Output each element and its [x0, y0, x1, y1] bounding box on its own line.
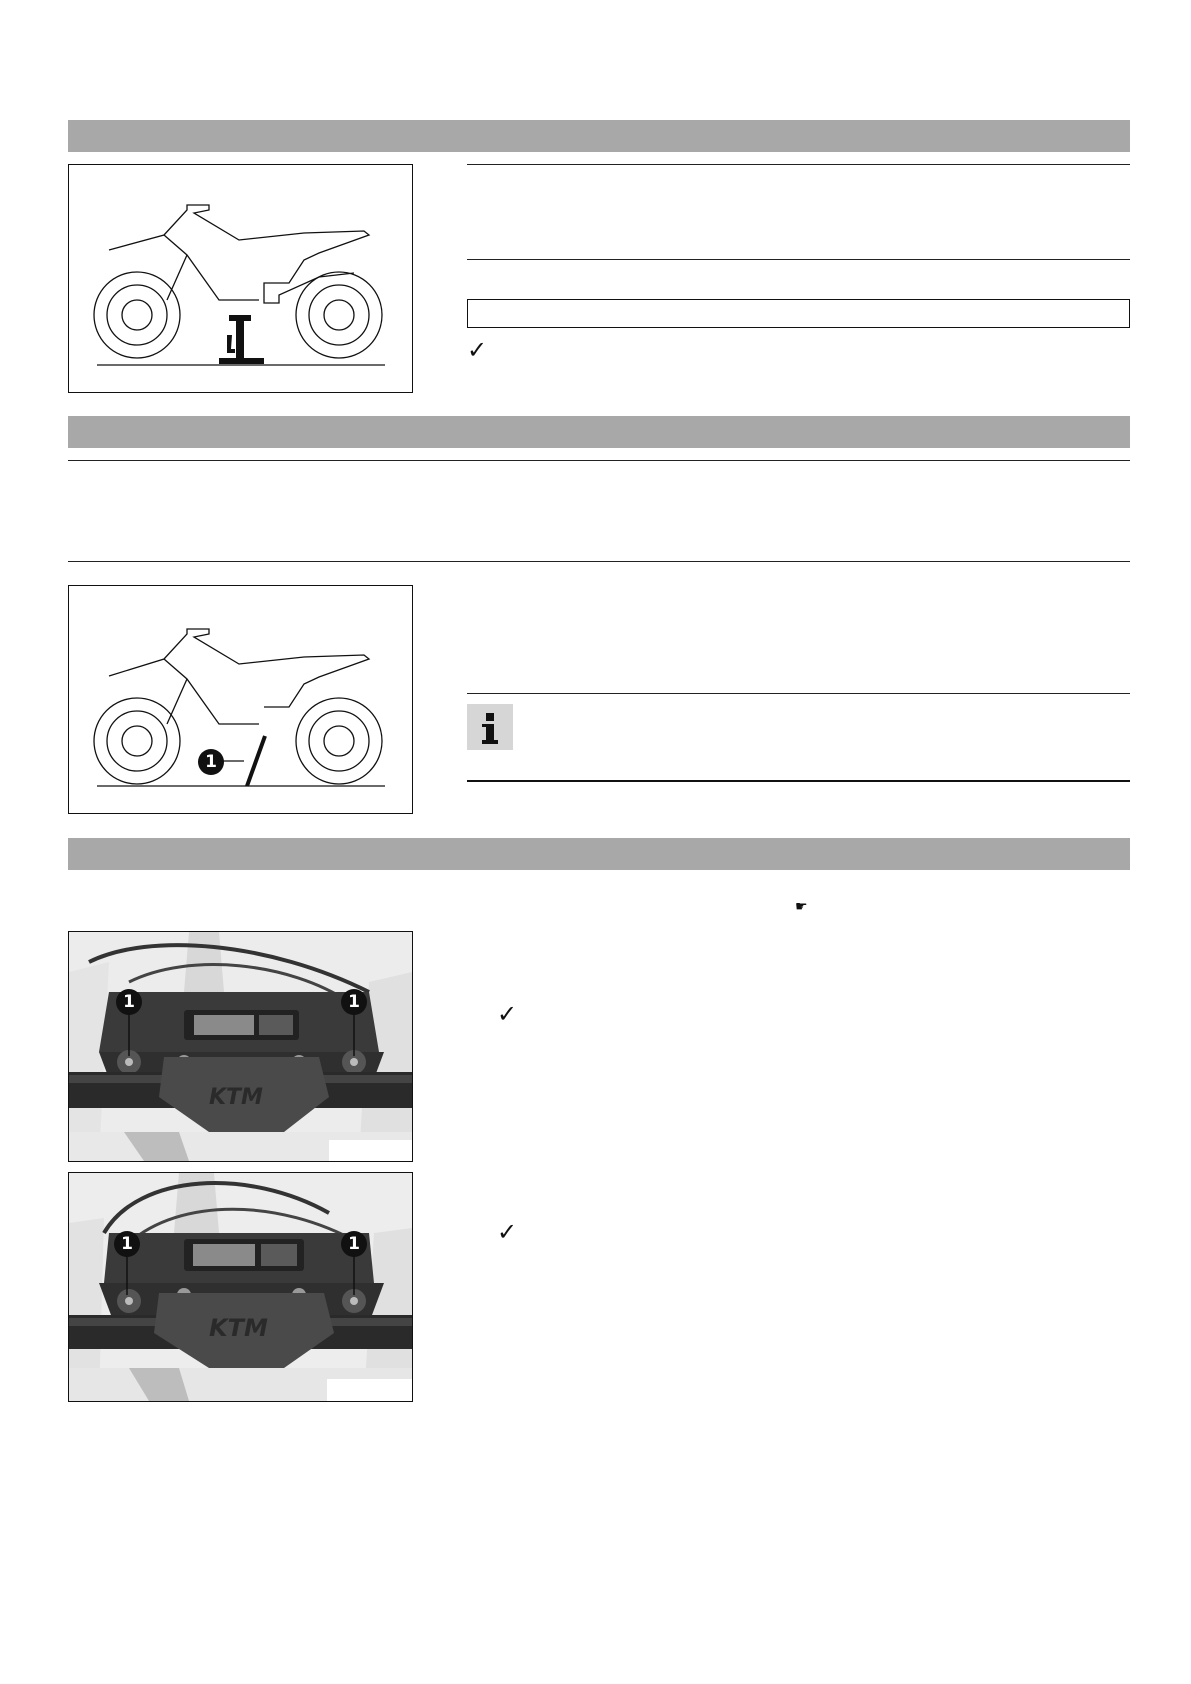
handlebar-cockpit-photo-bottom	[69, 1173, 412, 1401]
check-icon: ✓	[497, 1000, 518, 1028]
svg-text:KTM: KTM	[209, 1314, 268, 1342]
callout-marker-right: 1	[341, 989, 367, 1015]
info-rule-bottom	[467, 780, 1130, 782]
check-icon: ✓	[467, 336, 488, 364]
handlebar-photo-bottom	[68, 1172, 413, 1402]
motorcycle-lift-stand-illustration	[69, 165, 412, 392]
handlebar-photo-top	[68, 931, 413, 1162]
handlebar-cockpit-photo-top	[69, 932, 412, 1161]
info-rule-top	[467, 693, 1130, 694]
section-header-bar	[68, 838, 1130, 870]
callout-marker-left: 1	[114, 1231, 140, 1257]
motorcycle-side-stand-illustration	[69, 586, 412, 813]
svg-text:KTM: KTM	[209, 1085, 263, 1110]
specification-frame	[467, 299, 1130, 328]
section-1-rule-top	[467, 164, 1130, 165]
section-2-rule-top	[68, 460, 1130, 461]
callout-marker-right: 1	[341, 1231, 367, 1257]
callout-marker-left: 1	[116, 989, 142, 1015]
info-icon-base	[482, 740, 498, 744]
section-header-bar	[68, 120, 1130, 152]
section-2-rule-bottom	[68, 561, 1130, 562]
info-icon-dot	[486, 713, 494, 721]
check-icon: ✓	[497, 1218, 518, 1246]
motorcycle-on-lift-stand-figure	[68, 164, 413, 393]
section-1-rule-middle	[467, 259, 1130, 260]
info-icon	[467, 704, 513, 750]
section-header-bar	[68, 416, 1130, 448]
motorcycle-on-side-stand-figure	[68, 585, 413, 814]
callout-marker: 1	[198, 749, 224, 775]
pointer-icon: ☛	[795, 899, 808, 915]
